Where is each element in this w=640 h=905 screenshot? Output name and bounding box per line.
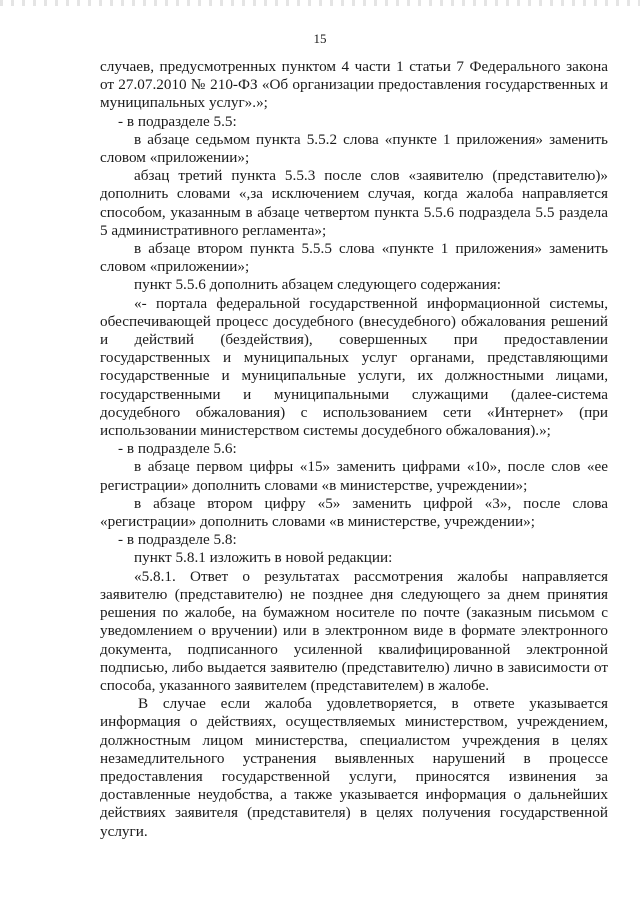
- text-line: решения по жалобе, на бумажном носителе по почте (заказным письмом с: [100, 604, 608, 622]
- text-line: документа, подписанного усиленной квалифицированной электронной: [100, 640, 608, 658]
- text-line: и действий (бездействия), совершенных при предоставлении: [100, 331, 608, 349]
- text-line: пункт 5.5.6 дополнить абзацем следующего содержания:: [134, 276, 502, 294]
- text-line: заявителю (представителю) не позднее дня следующего за днем принятия: [100, 585, 608, 603]
- text-line: в абзаце втором пункта 5.5.5 слова «пункте 1 приложения» заменить: [134, 240, 608, 258]
- text-line: случаев, предусмотренных пунктом 4 части 1 статьи 7 Федерального закона: [100, 58, 608, 75]
- text-line: В случае если жалоба удовлетворяется, в ответе указывается: [138, 695, 608, 713]
- text-line: подписью, либо выдается заявителю (представителю) лично в зависимости от: [100, 658, 608, 676]
- text-line: услуги.: [100, 822, 148, 840]
- text-line: предоставления государственной услуги, приносятся извинения за: [100, 767, 608, 785]
- text-line: способом, указанным в абзаце четвертом пункта 5.5.6 подраздела 5.5 раздела: [100, 203, 608, 221]
- text-line: пункт 5.8.1 изложить в новой редакции:: [134, 549, 393, 567]
- text-line: досудебного обжалования) с использованием сети «Интернет» (при: [100, 403, 608, 421]
- text-line: «- портала федеральной государственной информационной системы,: [134, 294, 608, 312]
- text-line: в абзаце втором цифру «5» заменить цифрой «3», после слова: [134, 494, 608, 512]
- text-line: муниципальных услуг».»;: [100, 94, 268, 112]
- text-line: государственных и муниципальных услуг органами, представляющими: [100, 349, 608, 367]
- text-line: государственными и муниципальными служащими (далее-система: [100, 385, 608, 403]
- text-line: дополнить словами «,за исключением случая, когда жалоба направляется: [100, 185, 608, 203]
- text-line: словом «приложении»;: [100, 258, 250, 276]
- text-line: информация о действиях, осуществляемых министерством, учреждением,: [100, 713, 608, 731]
- text-line: «регистрации» дополнить словами «в министерстве, учреждении»;: [100, 513, 535, 531]
- text-line: незамедлительного устранения выявленных нарушений в процессе: [100, 749, 608, 767]
- text-line: обеспечивающей процесс досудебного (внесудебного) обжалования решений: [100, 312, 608, 330]
- text-line: действиях заявителя (представителя) в целях получения государственной: [100, 804, 608, 822]
- text-line: государственные и муниципальные услуги, их должностными лицами,: [100, 367, 608, 385]
- text-line: от 27.07.2010 № 210-ФЗ «Об организации предоставления государственных и: [100, 76, 608, 94]
- text-line: 5 административного регламента»;: [100, 221, 327, 239]
- text-line: использовании министерством системы досудебного обжалования).»;: [100, 422, 551, 440]
- text-line: «5.8.1. Ответ о результатах рассмотрения жалобы направляется: [134, 567, 608, 585]
- text-line: доставленные неудобства, а также указывается информация о дальнейших: [100, 786, 608, 804]
- document-body: [100, 58, 608, 841]
- text-line: абзац третий пункта 5.5.3 после слов «заявителю (представителю)»: [134, 167, 608, 185]
- scan-edge-artifact: [0, 0, 640, 6]
- text-line: - в подразделе 5.8:: [118, 531, 237, 549]
- text-line: уведомлением о вручении) или в электронном виде в формате электронного: [100, 622, 608, 640]
- text-line: в абзаце первом цифры «15» заменить цифрами «10», после слов «ее: [134, 458, 608, 476]
- text-line: в абзаце седьмом пункта 5.5.2 слова «пункте 1 приложения» заменить: [134, 130, 608, 148]
- text-line: регистрации» дополнить словами «в министерстве, учреждении»;: [100, 476, 528, 494]
- text-line: способа, указанного заявителем (представителем) в жалобе.: [100, 676, 490, 694]
- text-line: - в подразделе 5.6:: [118, 440, 237, 458]
- text-line: - в подразделе 5.5:: [118, 112, 237, 130]
- page-number: 15: [313, 31, 327, 46]
- text-line: должностным лицом министерства, специалистом учреждения в целях: [100, 731, 608, 749]
- text-line: словом «приложении»;: [100, 149, 250, 167]
